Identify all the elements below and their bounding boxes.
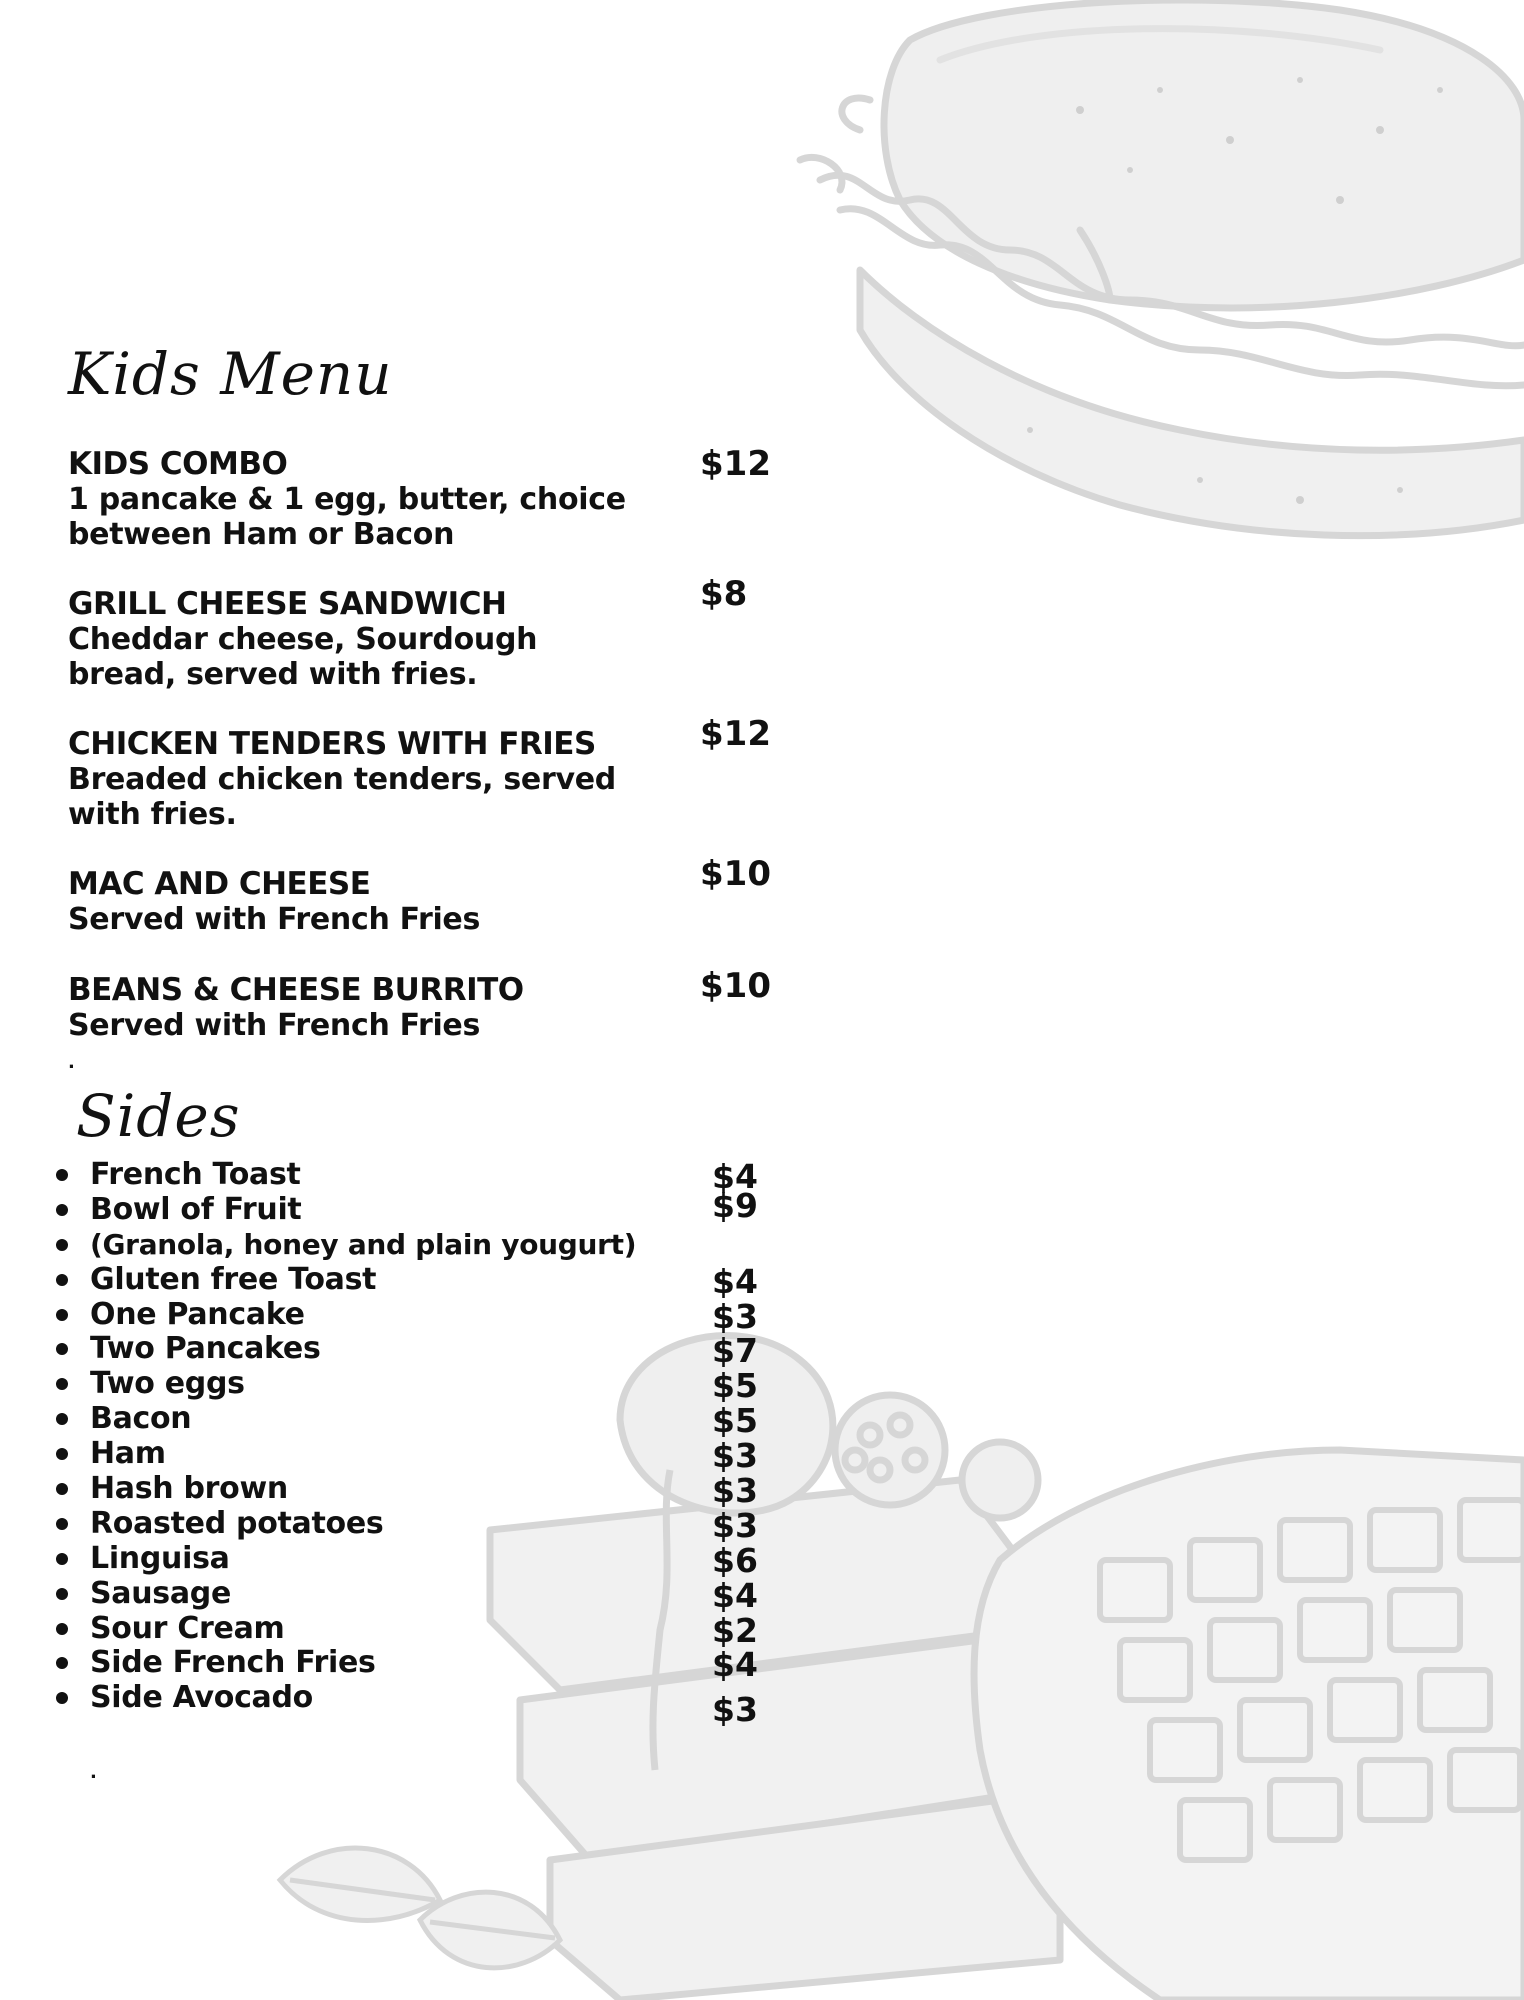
item-price: $8 <box>700 574 748 614</box>
item-name: GRILL CHEESE SANDWICH <box>68 586 507 622</box>
item-price: $12 <box>700 444 771 484</box>
side-price: $5 <box>712 1401 758 1441</box>
side-price: $3 <box>712 1690 758 1730</box>
side-price: $2 <box>712 1610 758 1650</box>
list-item <box>52 1505 772 1545</box>
side-label: Roasted potatoes <box>90 1505 384 1541</box>
side-price: $3 <box>712 1436 758 1476</box>
item-description: Breaded chicken tenders, served with fries. <box>68 762 616 832</box>
side-label: Gluten free Toast <box>90 1261 377 1297</box>
item-name: KIDS COMBO <box>68 446 288 482</box>
sides-list <box>52 1157 772 1730</box>
sides-title: Sides <box>76 1082 241 1150</box>
bullet <box>56 1169 68 1181</box>
side-price: $6 <box>712 1540 758 1580</box>
list-item <box>52 1436 772 1476</box>
side-label: Bacon <box>90 1401 192 1437</box>
bullet <box>56 1448 68 1460</box>
side-price: $3 <box>712 1296 758 1336</box>
side-label: Ham <box>90 1436 166 1472</box>
side-price: $3 <box>712 1505 758 1545</box>
list-item <box>52 1680 772 1730</box>
list-item <box>52 1575 772 1615</box>
side-label: One Pancake <box>90 1296 305 1332</box>
item-description: Served with French Fries <box>68 1008 481 1043</box>
bullet <box>56 1553 68 1565</box>
side-label: Linguisa <box>90 1540 230 1576</box>
side-price: $4 <box>712 1157 758 1196</box>
side-price: $4 <box>712 1261 758 1301</box>
bullet <box>56 1274 68 1286</box>
side-price: $9 <box>712 1185 758 1225</box>
list-item <box>52 1228 772 1263</box>
stray-mark: . <box>90 1762 97 1783</box>
bullet <box>56 1518 68 1530</box>
side-price: $4 <box>712 1645 758 1685</box>
bullet <box>56 1623 68 1635</box>
list-item <box>52 1185 772 1228</box>
side-label: Two eggs <box>90 1366 245 1402</box>
bullet <box>56 1239 68 1251</box>
side-price: $4 <box>712 1575 758 1615</box>
item-price: $12 <box>700 714 771 754</box>
item-description: Served with French Fries <box>68 902 481 937</box>
side-label: Sour Cream <box>90 1610 285 1646</box>
list-item <box>52 1471 772 1511</box>
item-name: BEANS & CHEESE BURRITO <box>68 972 524 1008</box>
list-item <box>52 1331 772 1371</box>
side-price: $3 <box>712 1471 758 1511</box>
side-label: French Toast <box>90 1157 301 1192</box>
list-item <box>52 1645 772 1685</box>
list-item <box>52 1401 772 1441</box>
list-item <box>52 1261 772 1301</box>
menu-item <box>68 444 771 552</box>
bullet <box>56 1588 68 1600</box>
item-price: $10 <box>700 854 771 894</box>
side-label: (Granola, honey and plain yougurt) <box>90 1227 637 1261</box>
side-price: $5 <box>712 1366 758 1406</box>
menu-item <box>68 854 771 937</box>
menu-item <box>68 966 771 1043</box>
bullet <box>56 1378 68 1390</box>
list-item <box>52 1366 772 1406</box>
item-price: $10 <box>700 966 771 1006</box>
bullet <box>56 1343 68 1355</box>
side-label: Side Avocado <box>90 1680 313 1716</box>
side-price: $7 <box>712 1331 758 1371</box>
bullet <box>56 1657 68 1669</box>
item-description: Cheddar cheese, Sourdough bread, served with fries. <box>68 622 538 692</box>
side-label: Two Pancakes <box>90 1331 321 1367</box>
bullet <box>56 1309 68 1321</box>
stray-mark: . <box>68 1052 75 1073</box>
list-item <box>52 1610 772 1650</box>
bullet <box>56 1483 68 1495</box>
side-label: Bowl of Fruit <box>90 1191 302 1227</box>
list-item <box>52 1157 772 1196</box>
list-item <box>52 1540 772 1580</box>
menu-item <box>68 574 758 692</box>
bullet <box>56 1413 68 1425</box>
item-name: CHICKEN TENDERS WITH FRIES <box>68 726 596 762</box>
menu-item <box>68 714 771 832</box>
item-description: 1 pancake & 1 egg, butter, choice between Ham or Bacon <box>68 482 626 552</box>
bullet <box>56 1204 68 1216</box>
bullet <box>56 1692 68 1704</box>
item-name: MAC AND CHEESE <box>68 866 371 902</box>
list-item <box>52 1296 772 1336</box>
side-label: Hash brown <box>90 1471 288 1507</box>
side-label: Side French Fries <box>90 1645 376 1681</box>
kids-menu-title: Kids Menu <box>68 340 393 408</box>
side-label: Sausage <box>90 1575 232 1611</box>
